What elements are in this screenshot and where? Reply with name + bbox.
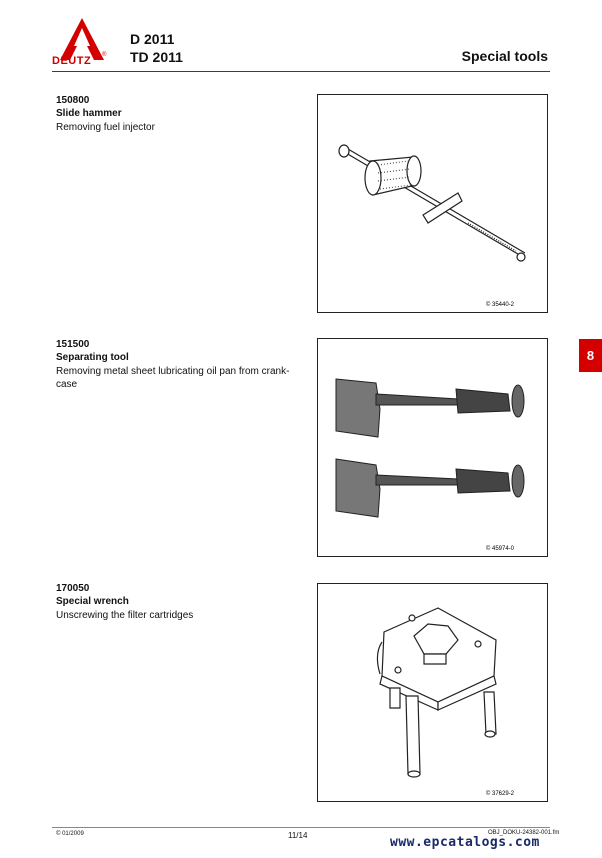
footer-copyright: © 01/2009 [56, 831, 84, 837]
tool-description: Unscrewing the filter cartridges [56, 610, 194, 621]
tool-name: Slide hammer [56, 108, 122, 119]
model-title-1: D 2011 [130, 31, 175, 47]
tool-image-special-wrench [317, 583, 548, 802]
tool-description: Removing metal sheet lubricating oil pan from crank-case [56, 366, 290, 390]
chapter-tab[interactable]: 8 [579, 339, 602, 372]
image-reference: © 37629-2 [485, 791, 514, 797]
tool-code: 151500 [56, 339, 90, 350]
tool-name: Special wrench [56, 596, 129, 607]
tool-image-separating-tool [317, 338, 548, 557]
special-wrench-illustration [318, 584, 547, 801]
watermark-link[interactable]: www.epcatalogs.com [390, 835, 540, 850]
image-reference: © 35440-2 [485, 302, 514, 308]
page-number: 11/14 [288, 831, 308, 840]
brand-wordmark: DEUTZ [52, 55, 92, 67]
tool-code: 170050 [56, 583, 90, 594]
svg-text:®: ® [102, 52, 107, 58]
document-id: OBJ_DOKU-24382-001.fm [488, 830, 560, 836]
separating-tool-illustration [318, 339, 547, 556]
slide-hammer-illustration [318, 95, 547, 312]
header-divider [52, 71, 550, 72]
image-reference: © 45974-0 [485, 546, 514, 552]
tool-description: Removing fuel injector [56, 122, 155, 133]
model-title-2: TD 2011 [130, 49, 183, 65]
footer-divider [52, 827, 550, 828]
section-title: Special tools [461, 48, 548, 64]
tool-name: Separating tool [56, 352, 129, 363]
tool-image-slide-hammer [317, 94, 548, 313]
tool-code: 150800 [56, 95, 90, 106]
